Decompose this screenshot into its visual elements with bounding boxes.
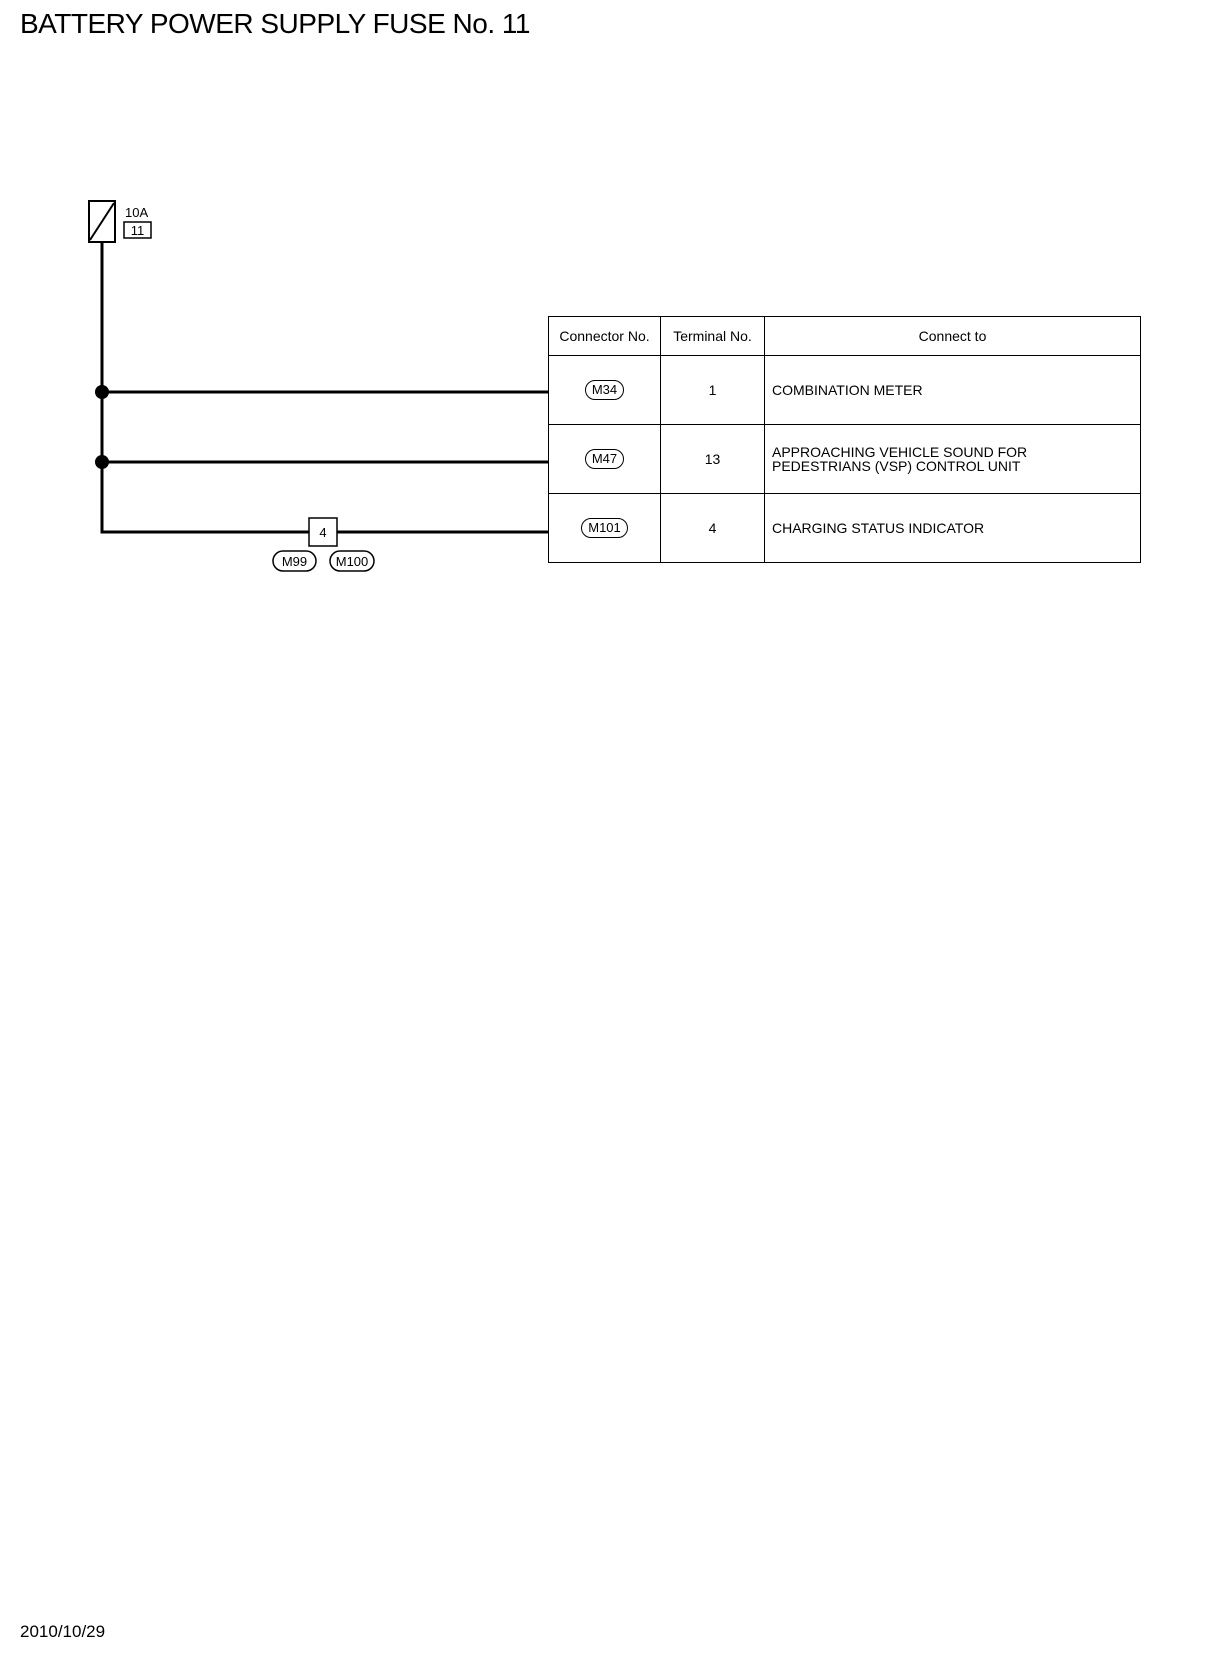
destination-cell (765, 494, 1141, 563)
connector-cell (549, 425, 661, 494)
splice-dot-1 (95, 385, 109, 399)
inline-connector-label-2: M100 (335, 554, 369, 569)
destination-label: CHARGING STATUS INDICATOR (772, 520, 985, 536)
header-terminal-no: Terminal No. (661, 317, 765, 356)
connector-table (548, 316, 1141, 563)
terminal-cell: 13 (661, 425, 765, 494)
destination-cell (765, 356, 1141, 425)
inline-terminal-number: 4 (319, 525, 327, 540)
terminal-cell: 4 (661, 494, 765, 563)
header-connect-to: Connect to (765, 317, 1141, 356)
connector-label: M101 (581, 518, 628, 538)
inline-connector-label-1: M99 (281, 554, 308, 569)
fuse-rating: 10A (125, 205, 149, 220)
destination-label: APPROACHING VEHICLE SOUND FOR PEDESTRIANS (VSP) CONTROL UNIT (772, 444, 1028, 474)
footer-date: 2010/10/29 (20, 1622, 106, 1641)
destination-label: COMBINATION METER (772, 382, 923, 398)
connector-cell (549, 494, 661, 563)
connector-label: M34 (585, 380, 624, 400)
terminal-cell: 1 (661, 356, 765, 425)
fuse-symbol (89, 201, 151, 242)
table-row (549, 356, 1141, 425)
page-title: BATTERY POWER SUPPLY FUSE No. 11 (20, 8, 530, 39)
header-connector-no: Connector No. (549, 317, 661, 356)
table-row (549, 425, 1141, 494)
connector-label: M47 (585, 449, 624, 469)
fuse-number: 11 (130, 223, 145, 238)
connector-cell (549, 356, 661, 425)
table-row (549, 494, 1141, 563)
table-header-row (549, 317, 1141, 356)
destination-cell (765, 425, 1141, 494)
inline-connector (273, 518, 374, 571)
splice-dot-2 (95, 455, 109, 469)
